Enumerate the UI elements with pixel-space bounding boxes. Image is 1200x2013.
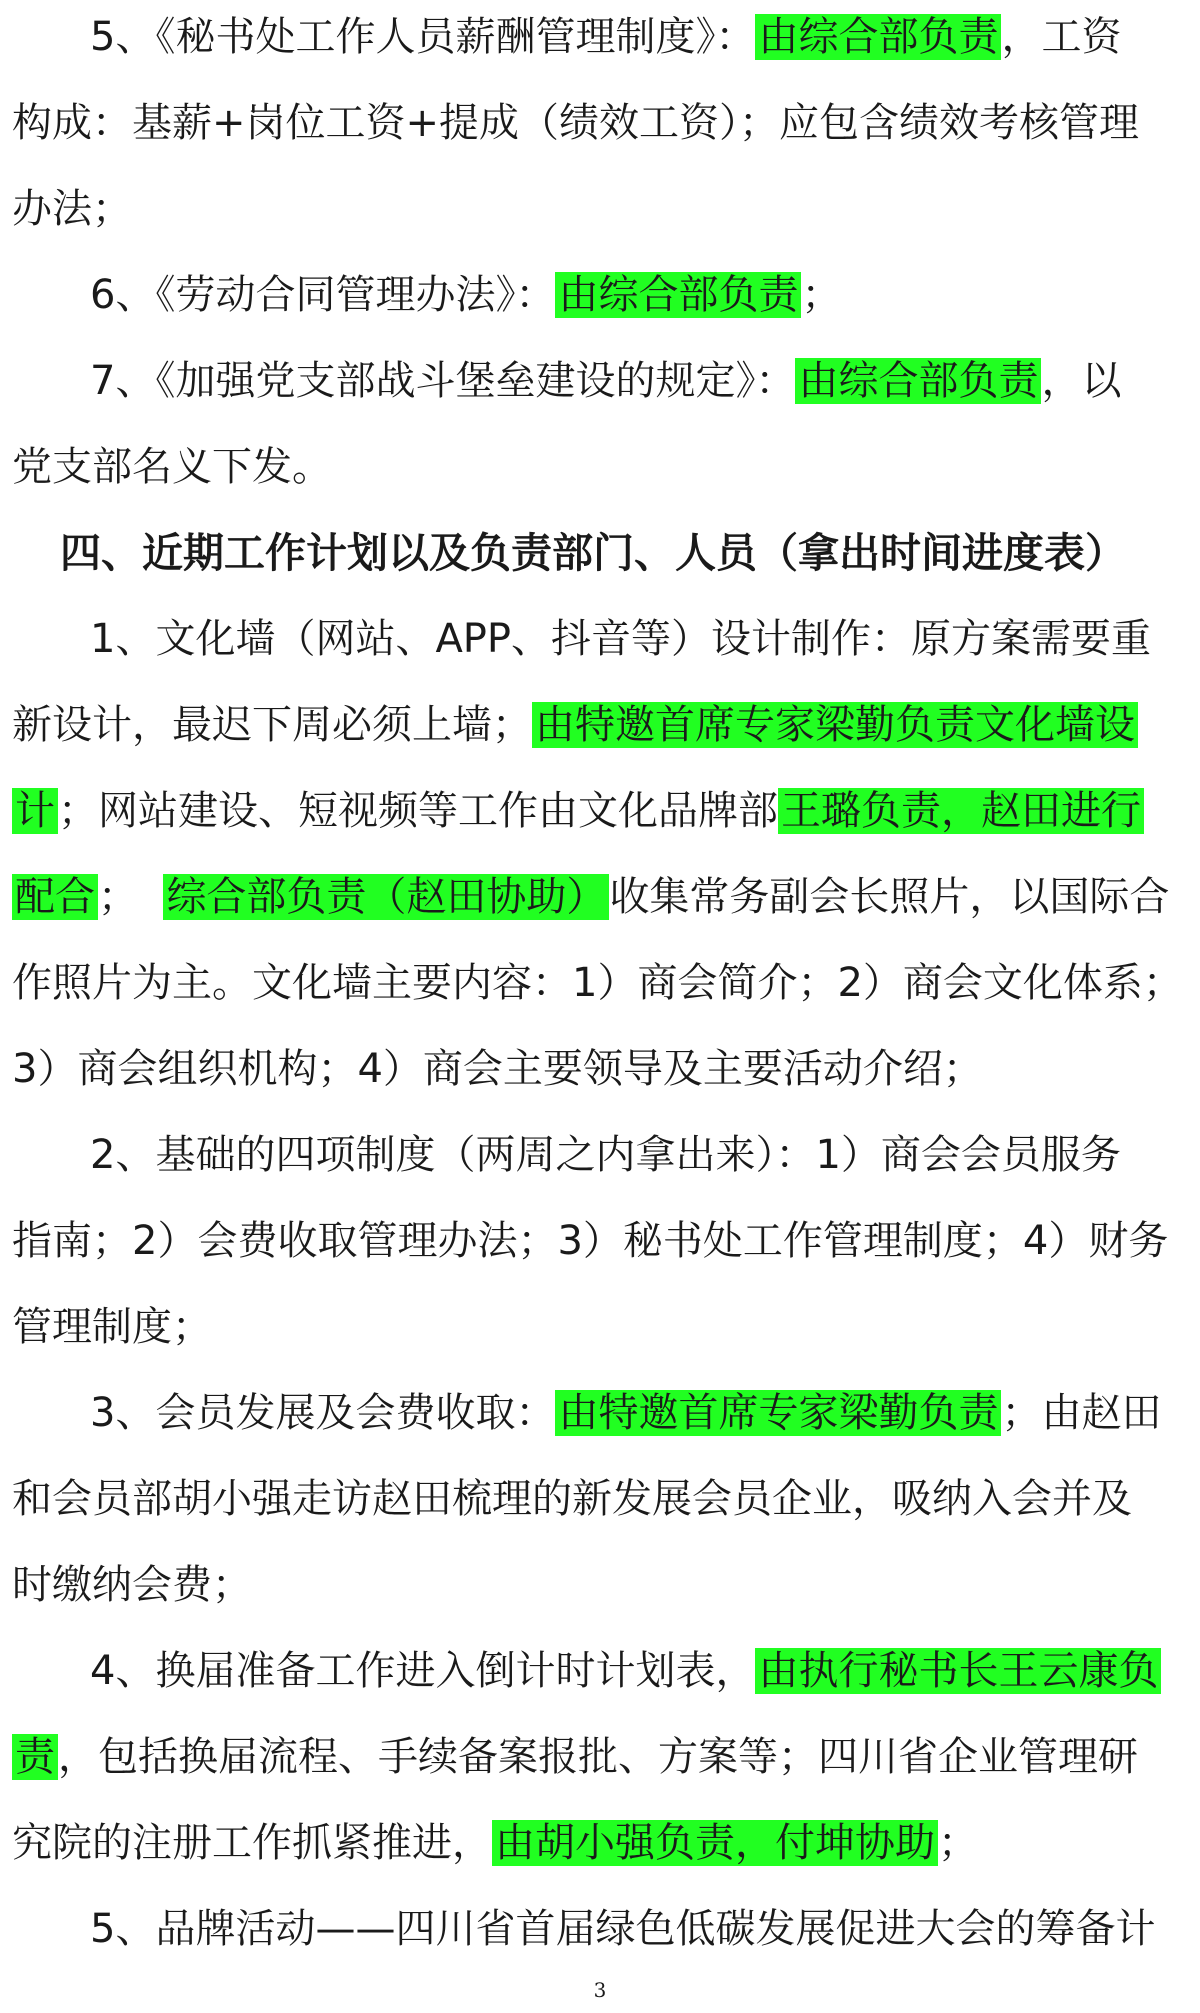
highlighted-text: 王璐负责，赵田进行 [778, 788, 1144, 834]
text-run: 新设计，最迟下周必须上墙； [12, 702, 532, 748]
paragraph-line [12, 260, 1188, 330]
text-run: ，工资 [1001, 14, 1122, 60]
text-run: ；网站建设、短视频等工作由文化品牌部 [58, 788, 778, 834]
section-heading [12, 518, 1188, 588]
highlighted-text: 由胡小强负责，付坤协助 [492, 1820, 938, 1866]
text-run: ，包括换届流程、手续备案报批、方案等；四川省企业管理研 [58, 1734, 1138, 1780]
text-run: 5、《秘书处工作人员薪酬管理制度》： [90, 14, 756, 60]
text-run: ；由赵田 [1001, 1390, 1162, 1436]
text-run: 4、换届准备工作进入倒计时计划表， [90, 1648, 756, 1694]
paragraph-line [12, 1636, 1188, 1706]
paragraph-line [12, 346, 1188, 416]
paragraph-line [12, 432, 1188, 502]
text-run: 管理制度； [12, 1304, 212, 1350]
paragraph-line [12, 2, 1188, 72]
highlighted-text: 由综合部负责 [795, 358, 1041, 404]
heading-text: 四、近期工作计划以及负责部门、人员（拿出时间进度表） [60, 529, 1126, 577]
paragraph-line [12, 1206, 1188, 1276]
text-run: 6、《劳动合同管理办法》： [90, 272, 556, 318]
highlighted-text: 由特邀首席专家梁勤负责文化墙设 [532, 702, 1138, 748]
text-run: 3）商会组织机构；4）商会主要领导及主要活动介绍； [12, 1046, 983, 1092]
highlighted-text: 由执行秘书长王云康负 [755, 1648, 1161, 1694]
text-run: 1、文化墙（网站、APP、抖音等）设计制作：原方案需要重 [90, 616, 1152, 662]
text-run: ，以 [1041, 358, 1122, 404]
text-run: 作照片为主。文化墙主要内容：1）商会简介；2）商会文化体系； [12, 960, 1183, 1006]
text-run: 7、《加强党支部战斗堡垒建设的规定》： [90, 358, 796, 404]
text-run: 收集常务副会长照片，以国际合 [609, 874, 1170, 920]
text-run: 构成：基薪+岗位工资+提成（绩效工资）；应包含绩效考核管理 [12, 100, 1140, 146]
text-run: 2、基础的四项制度（两周之内拿出来）：1）商会会员服务 [90, 1132, 1121, 1178]
highlighted-text: 综合部负责（赵田协助） [163, 874, 609, 920]
text-run: ； [98, 874, 164, 920]
paragraph-line [12, 776, 1188, 846]
paragraph-line [12, 1894, 1188, 1964]
paragraph-line [12, 1464, 1188, 1534]
highlighted-text: 配合 [12, 874, 98, 920]
paragraph-line [12, 1120, 1188, 1190]
paragraph-line [12, 1034, 1188, 1104]
text-run: 和会员部胡小强走访赵田梳理的新发展会员企业，吸纳入会并及 [12, 1476, 1132, 1522]
text-run: 5、品牌活动——四川省首届绿色低碳发展促进大会的筹备计 [90, 1906, 1156, 1952]
paragraph-line [12, 1808, 1188, 1878]
page-number: 3 [593, 1978, 607, 2002]
text-run: 3、会员发展及会费收取： [90, 1390, 556, 1436]
highlighted-text: 计 [12, 788, 58, 834]
paragraph-line [12, 1378, 1188, 1448]
text-run: 办法； [12, 186, 132, 232]
text-run: 党支部名义下发。 [12, 444, 332, 490]
paragraph-line [12, 174, 1188, 244]
paragraph-line [12, 1292, 1188, 1362]
highlighted-text: 由特邀首席专家梁勤负责 [555, 1390, 1001, 1436]
highlighted-text: 责 [12, 1734, 58, 1780]
highlighted-text: 由综合部负责 [555, 272, 801, 318]
paragraph-line [12, 88, 1188, 158]
paragraph-line [12, 1550, 1188, 1620]
paragraph-line [12, 604, 1188, 674]
paragraph-line [12, 862, 1188, 932]
text-run: 时缴纳会费； [12, 1562, 252, 1608]
text-run: 指南；2）会费收取管理办法；3）秘书处工作管理制度；4）财务 [12, 1218, 1169, 1264]
text-run: ； [938, 1820, 978, 1866]
text-run: 究院的注册工作抓紧推进， [12, 1820, 492, 1866]
highlighted-text: 由综合部负责 [755, 14, 1001, 60]
paragraph-line [12, 690, 1188, 760]
paragraph-line [12, 948, 1188, 1018]
text-run: ； [801, 272, 842, 318]
paragraph-line [12, 1722, 1188, 1792]
